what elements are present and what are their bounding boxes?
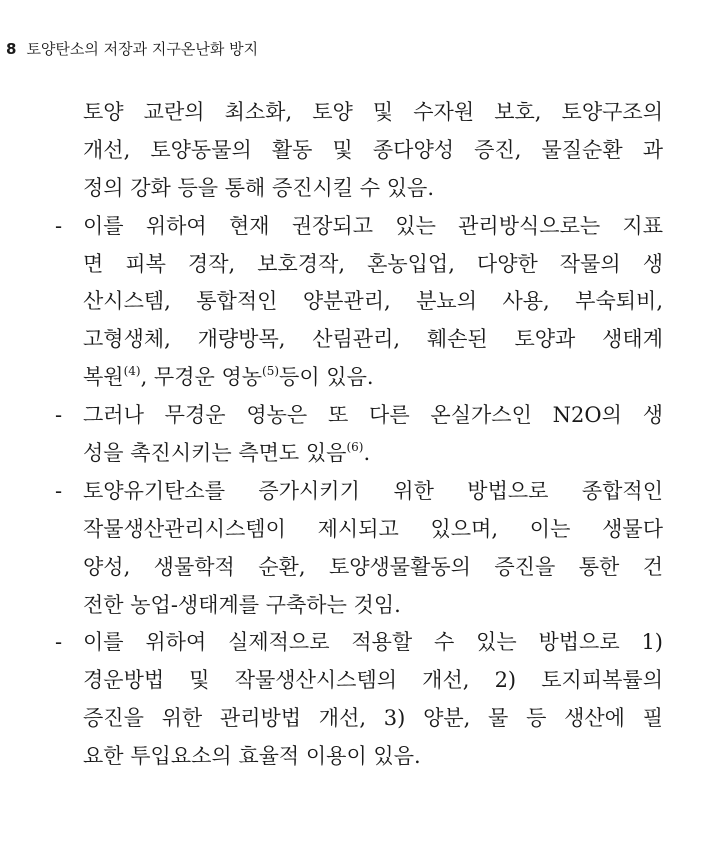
line-text xyxy=(83,321,663,359)
page-number: 8 xyxy=(6,40,17,58)
line-text xyxy=(83,246,663,284)
text-segment: 복원 xyxy=(83,365,124,390)
line-text xyxy=(83,132,663,170)
text-segment: 면 피복 경작, 보호경작, 혼농입업, 다양한 작물의 생 xyxy=(83,251,663,276)
text-segment: 경운방법 및 작물생산시스템의 개선, 2) 토지피복률의 xyxy=(83,668,663,693)
line-text xyxy=(83,94,663,132)
text-line xyxy=(0,132,720,170)
text-segment: 토양유기탄소를 증가시키기 위한 방법으로 종합적인 xyxy=(83,478,663,503)
chapter-title: 토양탄소의 저장과 지구온난화 방지 xyxy=(26,40,259,58)
text-line xyxy=(0,473,720,511)
text-segment: 성을 촉진시키는 측면도 있음 xyxy=(83,441,347,466)
page-header xyxy=(6,40,258,58)
bullet-dash: - xyxy=(55,630,63,655)
line-text xyxy=(83,700,663,738)
text-segment: 그러나 무경운 영농은 또 다른 온실가스인 N2O의 생 xyxy=(83,403,663,428)
body-text xyxy=(0,94,720,776)
text-line xyxy=(0,94,720,132)
text-line xyxy=(0,208,720,246)
line-text xyxy=(83,738,663,776)
text-segment: 요한 투입요소의 효율적 이용이 있음. xyxy=(83,744,421,769)
text-line xyxy=(0,359,720,397)
line-text xyxy=(83,549,663,587)
text-segment: 산시스템, 통합적인 양분관리, 분뇨의 사용, 부숙퇴비, xyxy=(83,289,663,314)
text-segment: 개선, 토양동물의 활동 및 종다양성 증진, 물질순환 과 xyxy=(83,137,663,162)
line-text xyxy=(83,397,663,435)
text-line xyxy=(0,283,720,321)
text-segment: 등이 있음. xyxy=(279,365,374,390)
line-text xyxy=(83,435,663,473)
text-segment: 이를 위하여 실제적으로 적용할 수 있는 방법으로 1) xyxy=(83,630,663,655)
bullet-dash: - xyxy=(55,403,63,428)
bullet-dash: - xyxy=(55,213,63,238)
text-line xyxy=(0,170,720,208)
text-line xyxy=(0,511,720,549)
text-segment: . xyxy=(363,441,371,466)
line-text xyxy=(83,283,663,321)
text-line xyxy=(0,549,720,587)
line-text xyxy=(83,587,663,625)
text-segment: 양성, 생물학적 순환, 토양생물활동의 증진을 통한 건 xyxy=(83,554,663,579)
text-segment: 고형생체, 개량방목, 산림관리, 훼손된 토양과 생태계 xyxy=(83,327,663,352)
text-line xyxy=(0,435,720,473)
text-segment: 정의 강화 등을 통해 증진시킬 수 있음. xyxy=(83,175,435,200)
text-segment: , 무경운 영농 xyxy=(140,365,263,390)
line-text xyxy=(83,208,663,246)
footnote-ref: (5) xyxy=(262,364,280,379)
footnote-ref: (4) xyxy=(123,364,141,379)
text-segment: 토양 교란의 최소화, 토양 및 수자원 보호, 토양구조의 xyxy=(83,100,663,124)
text-line xyxy=(0,321,720,359)
text-line xyxy=(0,587,720,625)
line-text xyxy=(83,170,663,208)
line-text xyxy=(83,662,663,700)
text-segment: 전한 농업-생태계를 구축하는 것임. xyxy=(83,592,401,617)
text-segment: 작물생산관리시스템이 제시되고 있으며, 이는 생물다 xyxy=(83,516,663,541)
bullet-dash: - xyxy=(55,478,63,503)
text-line xyxy=(0,700,720,738)
footnote-ref: (6) xyxy=(346,440,364,455)
text-line xyxy=(0,397,720,435)
text-line xyxy=(0,662,720,700)
line-text xyxy=(83,624,663,662)
text-line xyxy=(0,738,720,776)
text-segment: 이를 위하여 현재 권장되고 있는 관리방식으로는 지표 xyxy=(83,213,663,238)
text-segment: 증진을 위한 관리방법 개선, 3) 양분, 물 등 생산에 필 xyxy=(83,706,663,731)
line-text xyxy=(83,511,663,549)
line-text xyxy=(83,473,663,511)
text-line xyxy=(0,246,720,284)
line-text xyxy=(83,359,663,397)
text-line xyxy=(0,624,720,662)
